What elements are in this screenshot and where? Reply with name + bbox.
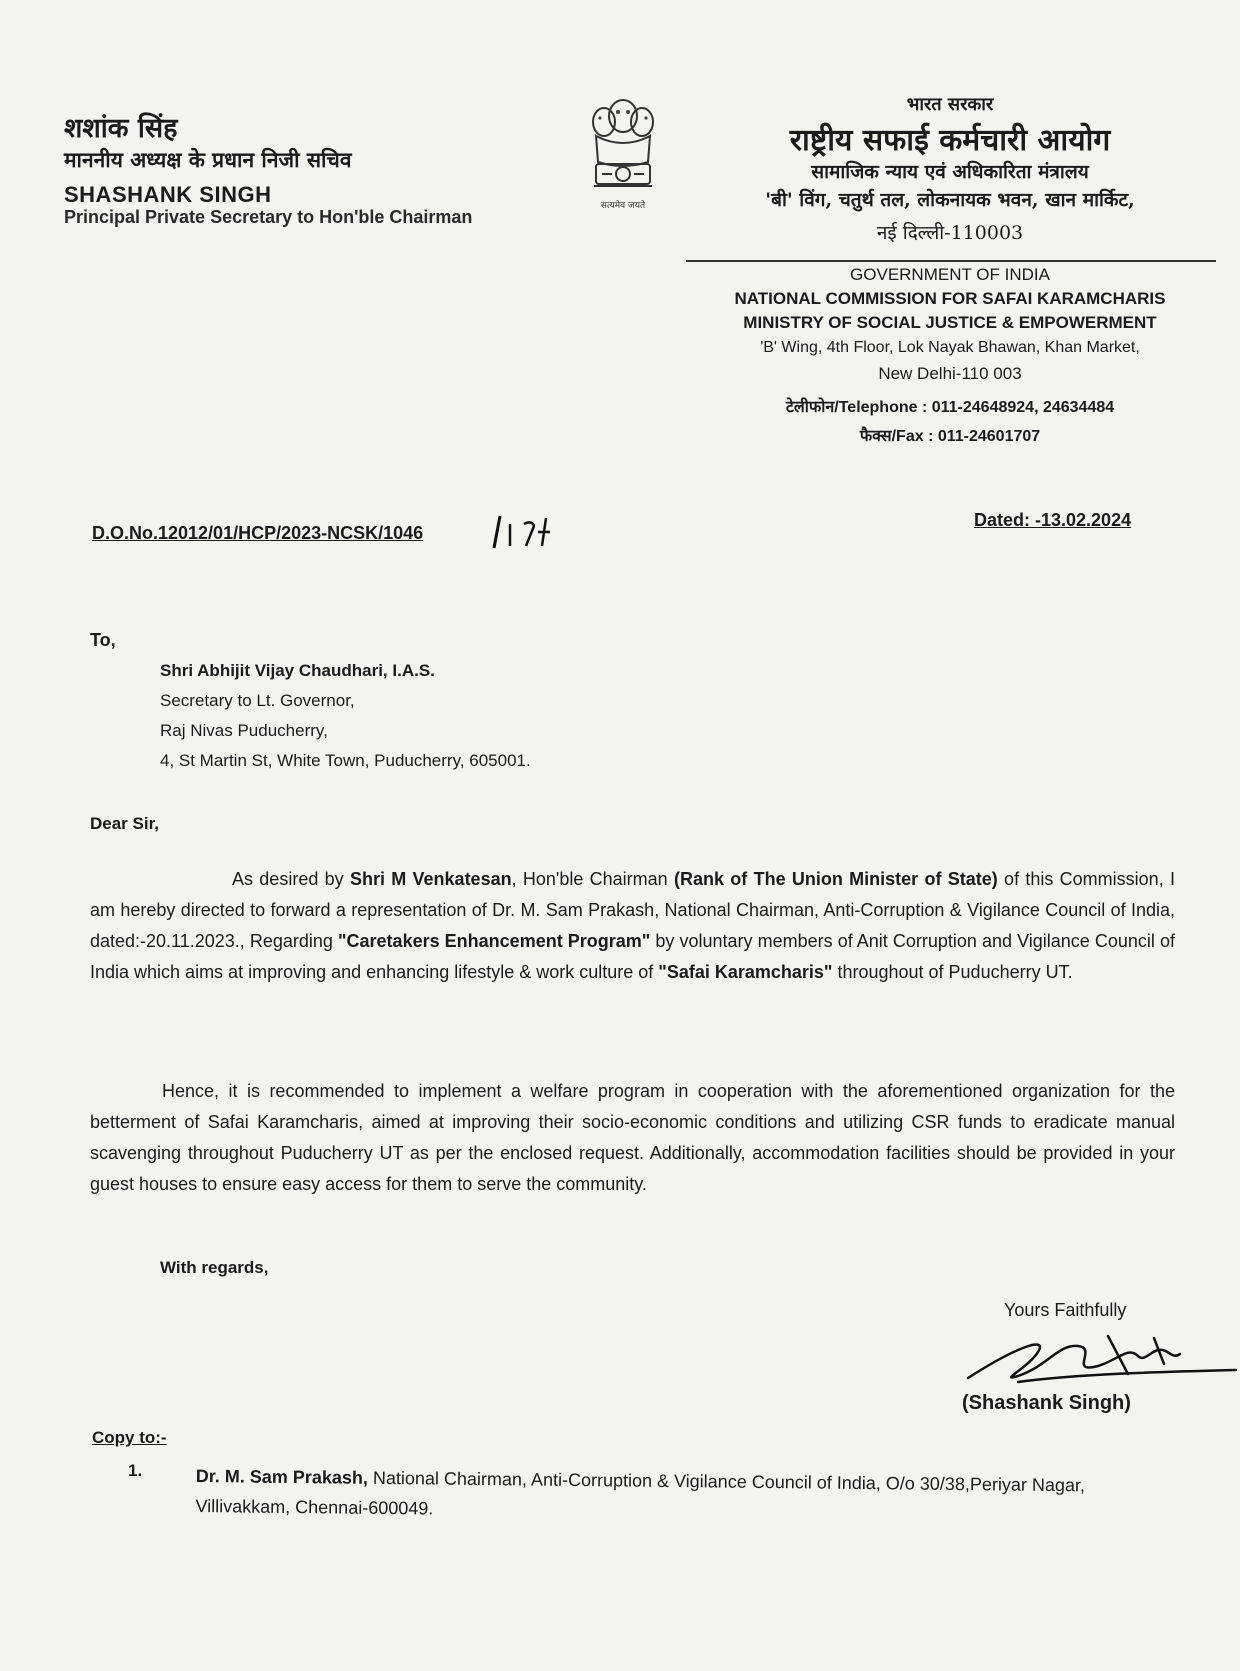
copy-to-title: Copy to:- bbox=[92, 1428, 167, 1447]
body-paragraph-2: Hence, it is recommended to implement a welfare program in cooperation with the aforementioned organization for the betterment of Safai Karamcharis, aimed at improving their socio-economic conditions and utilizing CSR funds to eradicate manual scavenging throughout Puducherry UT as per the enclosed request. Additionally, accommodation facilities should be provided in your guest houses to ensure easy access for them to serve the community. bbox=[90, 1081, 1175, 1194]
handwritten-suffix-text: / 171 bbox=[490, 512, 493, 513]
addressee-block bbox=[160, 656, 531, 776]
letter-date: Dated: -13.02.2024 bbox=[974, 510, 1132, 530]
closing-regards: With regards, bbox=[160, 1258, 269, 1277]
city-hindi: नई दिल्ली-110003 bbox=[876, 222, 1024, 244]
emblem-motto: सत्यमेव जयते bbox=[600, 201, 646, 211]
gov-english: GOVERNMENT OF INDIA bbox=[850, 265, 1050, 284]
body-paragraph-1: As desired by Shri M Venkatesan, Hon'ble Chairman (Rank of The Union Minister of State) of this Commission, I am hereby directed to forward a representation of Dr. M. Sam Prakash, National Chairman, Anti-Corruption & Vigilance Council of India, dated:-20.11.2023., Regarding "Caretakers Enhancement Program" by voluntary members of Anit Corruption and Vigilance Council of India which aims at improving and enhancing lifestyle & work culture of "Safai Karamcharis" throughout of Puducherry UT. bbox=[90, 869, 1176, 982]
address-english: 'B' Wing, 4th Floor, Lok Nayak Bhawan, Khan Market, bbox=[760, 339, 1140, 356]
copy-item-text: Dr. M. Sam Prakash, National Chairman, Anti-Corruption & Vigilance Council of India, O/o 30/38,Periyar Nagar, Villivakkam, Chennai-600049. bbox=[195, 1465, 1086, 1519]
reference-number: D.O.No.12012/01/HCP/2023-NCSK/1046 bbox=[92, 523, 424, 543]
handwritten-reference-suffix bbox=[490, 512, 560, 552]
sender-designation-hindi: माननीय अध्यक्ष के प्रधान निजी सचिव bbox=[64, 147, 352, 172]
gov-hindi: भारत सरकार bbox=[906, 94, 994, 115]
signatory-name: (Shashank Singh) bbox=[962, 1392, 1131, 1414]
telephone: टेलीफोन/Telephone : 011-24648924, 24634484 bbox=[785, 399, 1115, 416]
city-english: New Delhi-110 003 bbox=[878, 364, 1022, 383]
commission-hindi: राष्ट्रीय सफाई कर्मचारी आयोग bbox=[789, 123, 1111, 158]
handwritten-signature bbox=[958, 1316, 1238, 1396]
sender-name-english: SHASHANK SINGH bbox=[64, 182, 272, 207]
copy-item-number: 1. bbox=[128, 1461, 143, 1480]
addressee-name: Shri Abhijit Vijay Chaudhari, I.A.S. bbox=[160, 661, 435, 680]
national-emblem-icon bbox=[582, 92, 664, 218]
sender-designation-english: Principal Private Secretary to Hon'ble Chairman bbox=[64, 207, 473, 227]
sender-name-hindi: शशांक सिंह bbox=[64, 113, 178, 144]
address-hindi: 'बी' विंग, चतुर्थ तल, लोकनायक भवन, खान मार्किट, bbox=[765, 189, 1135, 211]
header-divider bbox=[686, 260, 1216, 262]
to-label: To, bbox=[90, 630, 116, 650]
ministry-english: MINISTRY OF SOCIAL JUSTICE & EMPOWERMENT bbox=[743, 313, 1157, 332]
ministry-hindi: सामाजिक न्याय एवं अधिकारिता मंत्रालय bbox=[811, 161, 1089, 183]
addressee-line: Raj Nivas Puducherry, bbox=[160, 721, 328, 740]
salutation: Dear Sir, bbox=[90, 814, 159, 833]
addressee-line: 4, St Martin St, White Town, Puducherry, 605001. bbox=[160, 751, 531, 770]
addressee-line: Secretary to Lt. Governor, bbox=[160, 691, 355, 710]
yours-faithfully: Yours Faithfully bbox=[1004, 1300, 1127, 1320]
fax: फैक्स/Fax : 011-24601707 bbox=[859, 428, 1041, 445]
commission-english: NATIONAL COMMISSION FOR SAFAI KARAMCHARIS bbox=[734, 289, 1166, 308]
